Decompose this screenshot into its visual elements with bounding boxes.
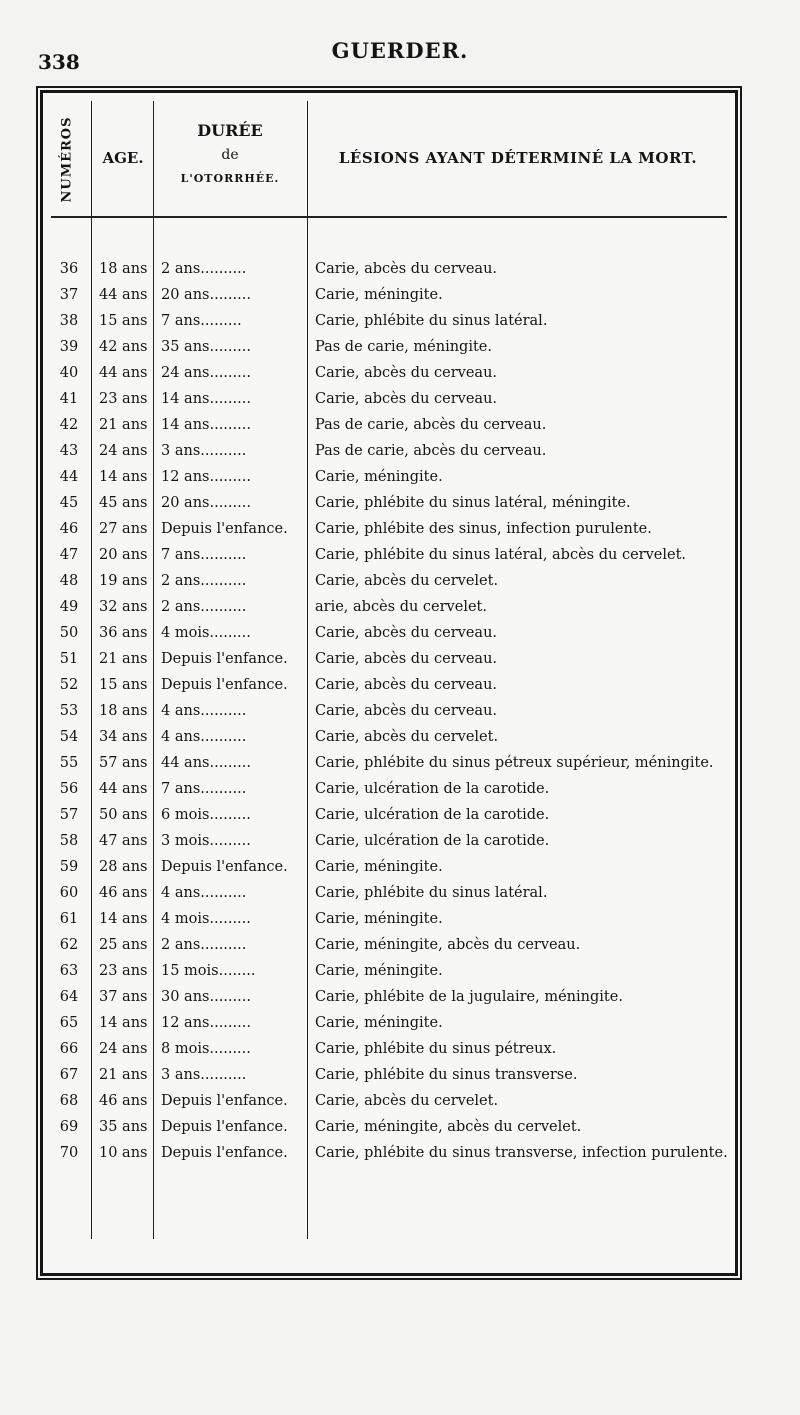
row-age: 35 ans [99,1119,148,1135]
row-age: 19 ans [99,573,148,589]
row-lesion: Carie, phlébite du sinus transverse. [315,1067,578,1083]
row-age: 20 ans [99,547,148,563]
table-row [43,308,735,334]
row-lesion: Carie, méningite. [315,1015,443,1031]
row-lesion: Carie, méningite, abcès du cervelet. [315,1119,582,1135]
header-duree-line3: L'OTORRHÉE. [180,172,280,185]
row-duree: 8 mois......... [161,1041,251,1057]
table-row [43,1140,735,1166]
table-row [43,256,735,282]
row-age: 15 ans [99,313,148,329]
row-age: 21 ans [99,1067,148,1083]
row-age: 15 ans [99,677,148,693]
table-row [43,802,735,828]
row-lesion: Pas de carie, méningite. [315,339,492,355]
row-lesion: Carie, phlébite du sinus latéral. [315,313,548,329]
row-number: 51 [59,651,79,667]
row-lesion: Carie, méningite. [315,911,443,927]
table-row [43,646,735,672]
row-lesion: Pas de carie, abcès du cerveau. [315,443,547,459]
row-age: 23 ans [99,963,148,979]
row-duree: 7 ans.......... [161,781,247,797]
table-row [43,412,735,438]
table-row [43,542,735,568]
row-lesion: Carie, phlébite du sinus pétreux supérieur, méningite. [315,755,714,771]
row-age: 36 ans [99,625,148,641]
row-lesion: Carie, abcès du cerveau. [315,651,498,667]
table-row [43,490,735,516]
table-row [43,516,735,542]
row-age: 42 ans [99,339,148,355]
row-duree: 7 ans.......... [161,547,247,563]
row-duree: 20 ans......... [161,287,251,303]
table-row [43,568,735,594]
row-lesion: Carie, méningite, abcès du cerveau. [315,937,581,953]
row-age: 57 ans [99,755,148,771]
row-duree: Depuis l'enfance. [161,651,288,667]
row-duree: 3 mois......... [161,833,251,849]
row-number: 37 [59,287,79,303]
row-duree: 30 ans......... [161,989,251,1005]
row-number: 62 [59,937,79,953]
row-lesion: Carie, méningite. [315,859,443,875]
row-age: 46 ans [99,885,148,901]
row-duree: 14 ans......... [161,417,251,433]
table-row [43,958,735,984]
row-age: 44 ans [99,287,148,303]
header-age: AGE. [102,149,144,167]
row-lesion: Carie, abcès du cerveau. [315,677,498,693]
header-duree-line2: de [221,147,239,163]
row-duree: Depuis l'enfance. [161,677,288,693]
row-age: 23 ans [99,391,148,407]
table-row [43,282,735,308]
row-duree: 2 ans.......... [161,261,247,277]
row-lesion: Carie, méningite. [315,963,443,979]
row-duree: 4 mois......... [161,911,251,927]
row-duree: Depuis l'enfance. [161,521,288,537]
row-lesion: Carie, abcès du cervelet. [315,729,499,745]
row-number: 69 [59,1119,79,1135]
header-numeros-label: NUMÉROS [59,115,75,203]
row-lesion: Carie, phlébite de la jugulaire, méningite. [315,989,623,1005]
row-number: 53 [59,703,79,719]
row-number: 40 [59,365,79,381]
row-lesion: Carie, méningite. [315,287,443,303]
row-age: 18 ans [99,703,148,719]
row-duree: 12 ans......... [161,469,251,485]
table-row [43,698,735,724]
table-row [43,334,735,360]
table-row [43,1088,735,1114]
row-number: 66 [59,1041,79,1057]
row-number: 44 [59,469,79,485]
table-row [43,438,735,464]
row-lesion: Carie, phlébite du sinus latéral, abcès du cervelet. [315,547,687,563]
row-duree: 3 ans.......... [161,1067,247,1083]
row-age: 50 ans [99,807,148,823]
row-number: 63 [59,963,79,979]
row-age: 25 ans [99,937,148,953]
table-row [43,776,735,802]
data-table [40,90,738,1276]
row-lesion: Carie, abcès du cerveau. [315,391,498,407]
row-lesion: Carie, méningite. [315,469,443,485]
row-number: 46 [59,521,79,537]
row-number: 36 [59,261,79,277]
table-body [43,256,735,1166]
row-age: 44 ans [99,365,148,381]
row-duree: 7 ans......... [161,313,242,329]
row-number: 45 [59,495,79,511]
row-age: 37 ans [99,989,148,1005]
row-lesion: Carie, abcès du cerveau. [315,703,498,719]
row-number: 60 [59,885,79,901]
row-duree: 4 ans.......... [161,885,247,901]
table-row [43,932,735,958]
row-age: 21 ans [99,651,148,667]
row-number: 70 [59,1145,79,1161]
table-row [43,386,735,412]
table-row [43,1010,735,1036]
table-row [43,880,735,906]
table-row [43,464,735,490]
row-age: 45 ans [99,495,148,511]
row-lesion: Carie, abcès du cerveau. [315,365,498,381]
row-number: 64 [59,989,79,1005]
header-duree [155,119,305,191]
row-age: 24 ans [99,1041,148,1057]
row-duree: 4 ans.......... [161,729,247,745]
table-row [43,1062,735,1088]
row-lesion: Carie, abcès du cervelet. [315,1093,499,1109]
row-lesion: Pas de carie, abcès du cerveau. [315,417,547,433]
row-age: 34 ans [99,729,148,745]
table-row [43,906,735,932]
row-duree: 44 ans......... [161,755,251,771]
table-row [43,1036,735,1062]
table-row [43,828,735,854]
row-duree: 6 mois......... [161,807,251,823]
header-rule [51,216,727,218]
row-duree: 20 ans......... [161,495,251,511]
row-number: 67 [59,1067,79,1083]
row-age: 44 ans [99,781,148,797]
row-number: 68 [59,1093,79,1109]
header-duree-line1: DURÉE [197,121,263,140]
row-duree: 4 mois......... [161,625,251,641]
header-numeros [45,109,89,209]
row-duree: Depuis l'enfance. [161,1093,288,1109]
row-number: 57 [59,807,79,823]
row-number: 59 [59,859,79,875]
row-age: 27 ans [99,521,148,537]
row-lesion: Carie, ulcération de la carotide. [315,781,550,797]
row-lesion: Carie, phlébite du sinus latéral. [315,885,548,901]
row-number: 56 [59,781,79,797]
row-age: 32 ans [99,599,148,615]
row-duree: 2 ans.......... [161,573,247,589]
row-age: 18 ans [99,261,148,277]
table-row [43,724,735,750]
row-lesion: Carie, abcès du cervelet. [315,573,499,589]
row-number: 49 [59,599,79,615]
table-row [43,984,735,1010]
table-row [43,672,735,698]
row-duree: 14 ans......... [161,391,251,407]
row-duree: Depuis l'enfance. [161,1119,288,1135]
row-lesion: Carie, phlébite du sinus pétreux. [315,1041,557,1057]
row-age: 28 ans [99,859,148,875]
row-duree: 4 ans.......... [161,703,247,719]
row-duree: 2 ans.......... [161,599,247,615]
row-duree: 3 ans.......... [161,443,247,459]
row-lesion: Carie, ulcération de la carotide. [315,833,550,849]
table-row [43,360,735,386]
row-lesion: Carie, phlébite du sinus transverse, infection purulente. [315,1145,728,1161]
page-number: 338 [38,50,80,74]
row-lesion: Carie, abcès du cerveau. [315,261,498,277]
table-row [43,1114,735,1140]
row-number: 65 [59,1015,79,1031]
running-head: GUERDER. [331,38,469,63]
table-row [43,594,735,620]
row-number: 43 [59,443,79,459]
row-number: 50 [59,625,79,641]
row-number: 52 [59,677,79,693]
row-age: 24 ans [99,443,148,459]
row-number: 39 [59,339,79,355]
row-lesion: Carie, abcès du cerveau. [315,625,498,641]
row-number: 47 [59,547,79,563]
row-number: 42 [59,417,79,433]
row-lesion: Carie, phlébite du sinus latéral, méningite. [315,495,631,511]
row-duree: 24 ans......... [161,365,251,381]
row-number: 55 [59,755,79,771]
row-age: 21 ans [99,417,148,433]
table-row [43,620,735,646]
row-number: 41 [59,391,79,407]
row-age: 10 ans [99,1145,148,1161]
table-row [43,750,735,776]
row-age: 47 ans [99,833,148,849]
row-duree: 12 ans......... [161,1015,251,1031]
row-age: 14 ans [99,911,148,927]
row-lesion: arie, abcès du cervelet. [315,599,487,615]
header-lesions: LÉSIONS AYANT DÉTERMINÉ LA MORT. [338,149,698,167]
table-row [43,854,735,880]
row-age: 14 ans [99,469,148,485]
row-duree: 15 mois........ [161,963,256,979]
row-duree: Depuis l'enfance. [161,1145,288,1161]
row-number: 38 [59,313,79,329]
row-number: 58 [59,833,79,849]
row-lesion: Carie, ulcération de la carotide. [315,807,550,823]
row-duree: 35 ans......... [161,339,251,355]
row-number: 61 [59,911,79,927]
row-duree: 2 ans.......... [161,937,247,953]
row-lesion: Carie, phlébite des sinus, infection purulente. [315,521,652,537]
row-duree: Depuis l'enfance. [161,859,288,875]
row-age: 14 ans [99,1015,148,1031]
row-number: 54 [59,729,79,745]
row-age: 46 ans [99,1093,148,1109]
row-number: 48 [59,573,79,589]
